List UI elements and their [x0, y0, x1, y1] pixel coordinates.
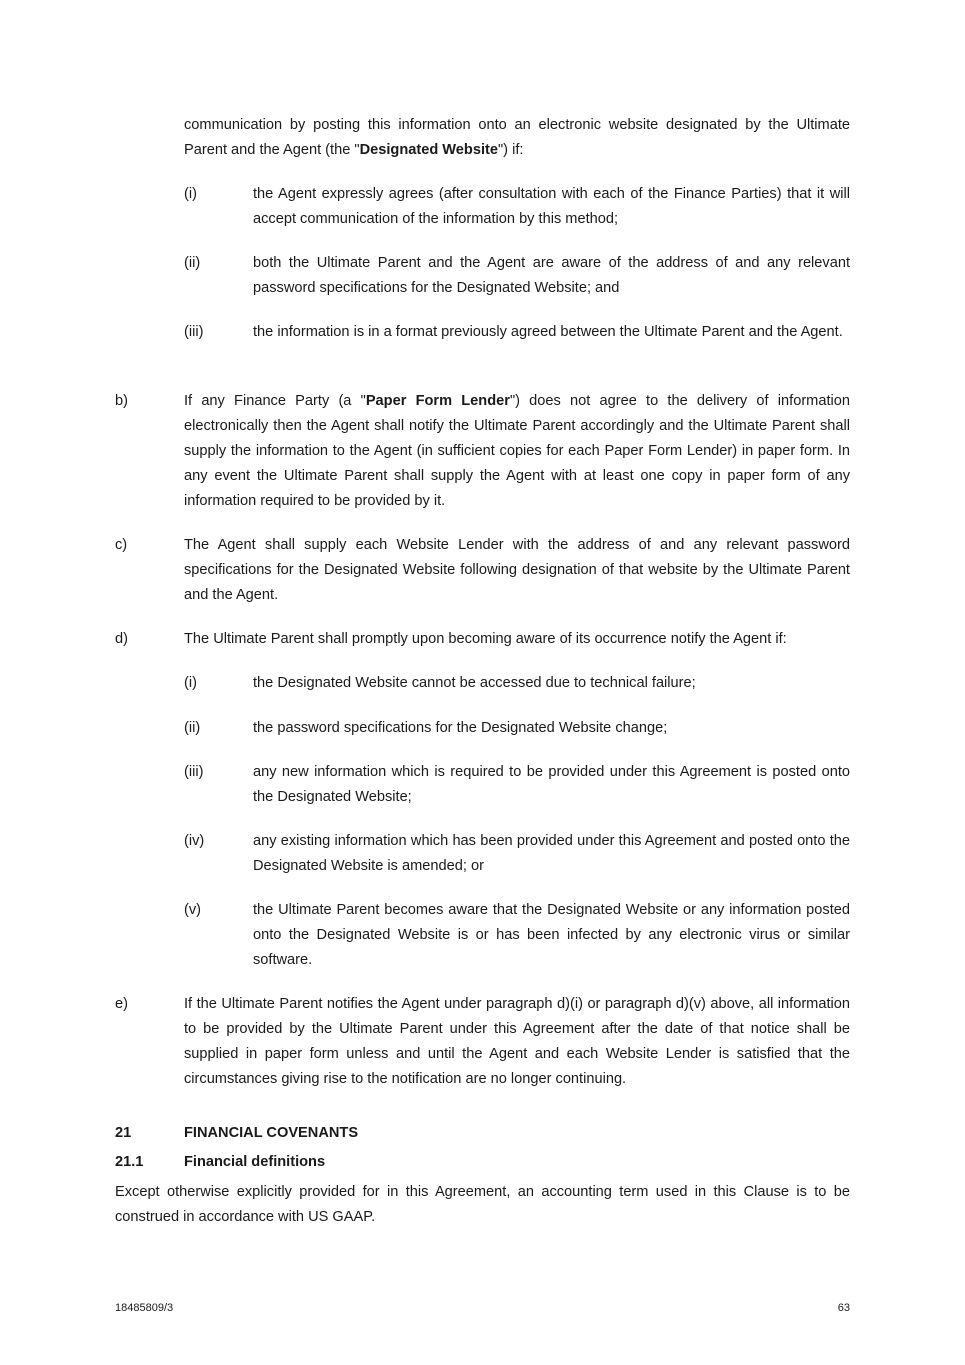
item-a-iii-label: (iii)	[184, 324, 204, 340]
intro-text-post: ") if:	[497, 142, 524, 158]
paragraph-b-post: ") does not agree to the delivery of information electronically then the Agent shall notify the Ultimate Parent accordingly and the Ultimate Parent shall supply the information to the Agent (in sufficient copies for each Paper Form Lender) in paper form. In any event the Ultimate Parent shall supply the Agent with at least one copy in paper form of any information required to be provided by it.	[184, 393, 850, 509]
paragraph-e-label: e)	[115, 996, 128, 1012]
item-d-iv-label: (iv)	[184, 833, 205, 849]
item-d-v-text: the Ultimate Parent becomes aware that the Designated Website or any information posted onto the Designated Website is or has been infected by any electronic virus or similar software.	[253, 902, 850, 968]
subsection-title: Financial definitions	[184, 1154, 326, 1170]
intro-text-pre: communication by posting this information onto an electronic website designated by the Ultimate Parent and the Agent (the "	[184, 117, 850, 158]
paragraph-c-label: c)	[115, 537, 128, 553]
intro-paragraph	[184, 113, 850, 163]
paragraph-c-text: The Agent shall supply each Website Lender with the address of and any relevant password specifications for the Designated Website following designation of that website by the Ultimate Parent and the Agent.	[184, 537, 850, 603]
item-d-iv-text: any existing information which has been provided under this Agreement and posted onto the Designated Website is amended; or	[253, 833, 850, 874]
item-a-ii-label: (ii)	[184, 255, 201, 271]
item-a-iii-text: the information is in a format previously agreed between the Ultimate Parent and the Agent.	[253, 324, 843, 340]
item-d-ii-text: the password specifications for the Designated Website change;	[253, 720, 668, 736]
item-d-ii-label: (ii)	[184, 720, 201, 736]
item-d-i-label: (i)	[184, 675, 197, 691]
item-a-ii-text: both the Ultimate Parent and the Agent are aware of the address of and any relevant password specifications for the Designated Website; and	[253, 255, 850, 296]
item-d-v-label: (v)	[184, 902, 202, 918]
section-number: 21	[115, 1125, 132, 1141]
item-a-i-label: (i)	[184, 186, 197, 202]
item-d-i-text: the Designated Website cannot be accessed due to technical failure;	[253, 675, 696, 691]
paragraph-e-text: If the Ultimate Parent notifies the Agent under paragraph d)(i) or paragraph d)(v) above, all information to be provided by the Ultimate Parent under this Agreement after the date of that notice shall be supplied in paper form unless and until the Agent and each Website Lender is satisfied that the circumstances giving rise to the notification are no longer continuing.	[184, 996, 850, 1087]
paragraph-d-text: The Ultimate Parent shall promptly upon becoming aware of its occurrence notify the Agent if:	[184, 631, 787, 647]
item-a-i-text: the Agent expressly agrees (after consultation with each of the Finance Parties) that it will accept communication of the information by this method;	[253, 186, 850, 227]
section-title: FINANCIAL COVENANTS	[184, 1125, 359, 1141]
defined-term-designated-website: Designated Website	[359, 142, 498, 158]
item-d-iii-label: (iii)	[184, 764, 204, 780]
footer-page-number: 63	[837, 1302, 850, 1314]
paragraph-b-pre: If any Finance Party (a "	[184, 393, 366, 409]
paragraph-d-label: d)	[115, 631, 128, 647]
paragraph-b-text	[184, 389, 850, 514]
footer-doc-id: 18485809/3	[115, 1302, 174, 1314]
subsection-number: 21.1	[115, 1154, 144, 1170]
defined-term-paper-form-lender: Paper Form Lender	[365, 393, 510, 409]
item-d-iii-text: any new information which is required to be provided under this Agreement is posted onto the Designated Website;	[253, 764, 850, 805]
paragraph-b-label: b)	[115, 393, 128, 409]
closing-paragraph: Except otherwise explicitly provided for in this Agreement, an accounting term used in this Clause is to be construed in accordance with US GAAP.	[115, 1184, 850, 1225]
